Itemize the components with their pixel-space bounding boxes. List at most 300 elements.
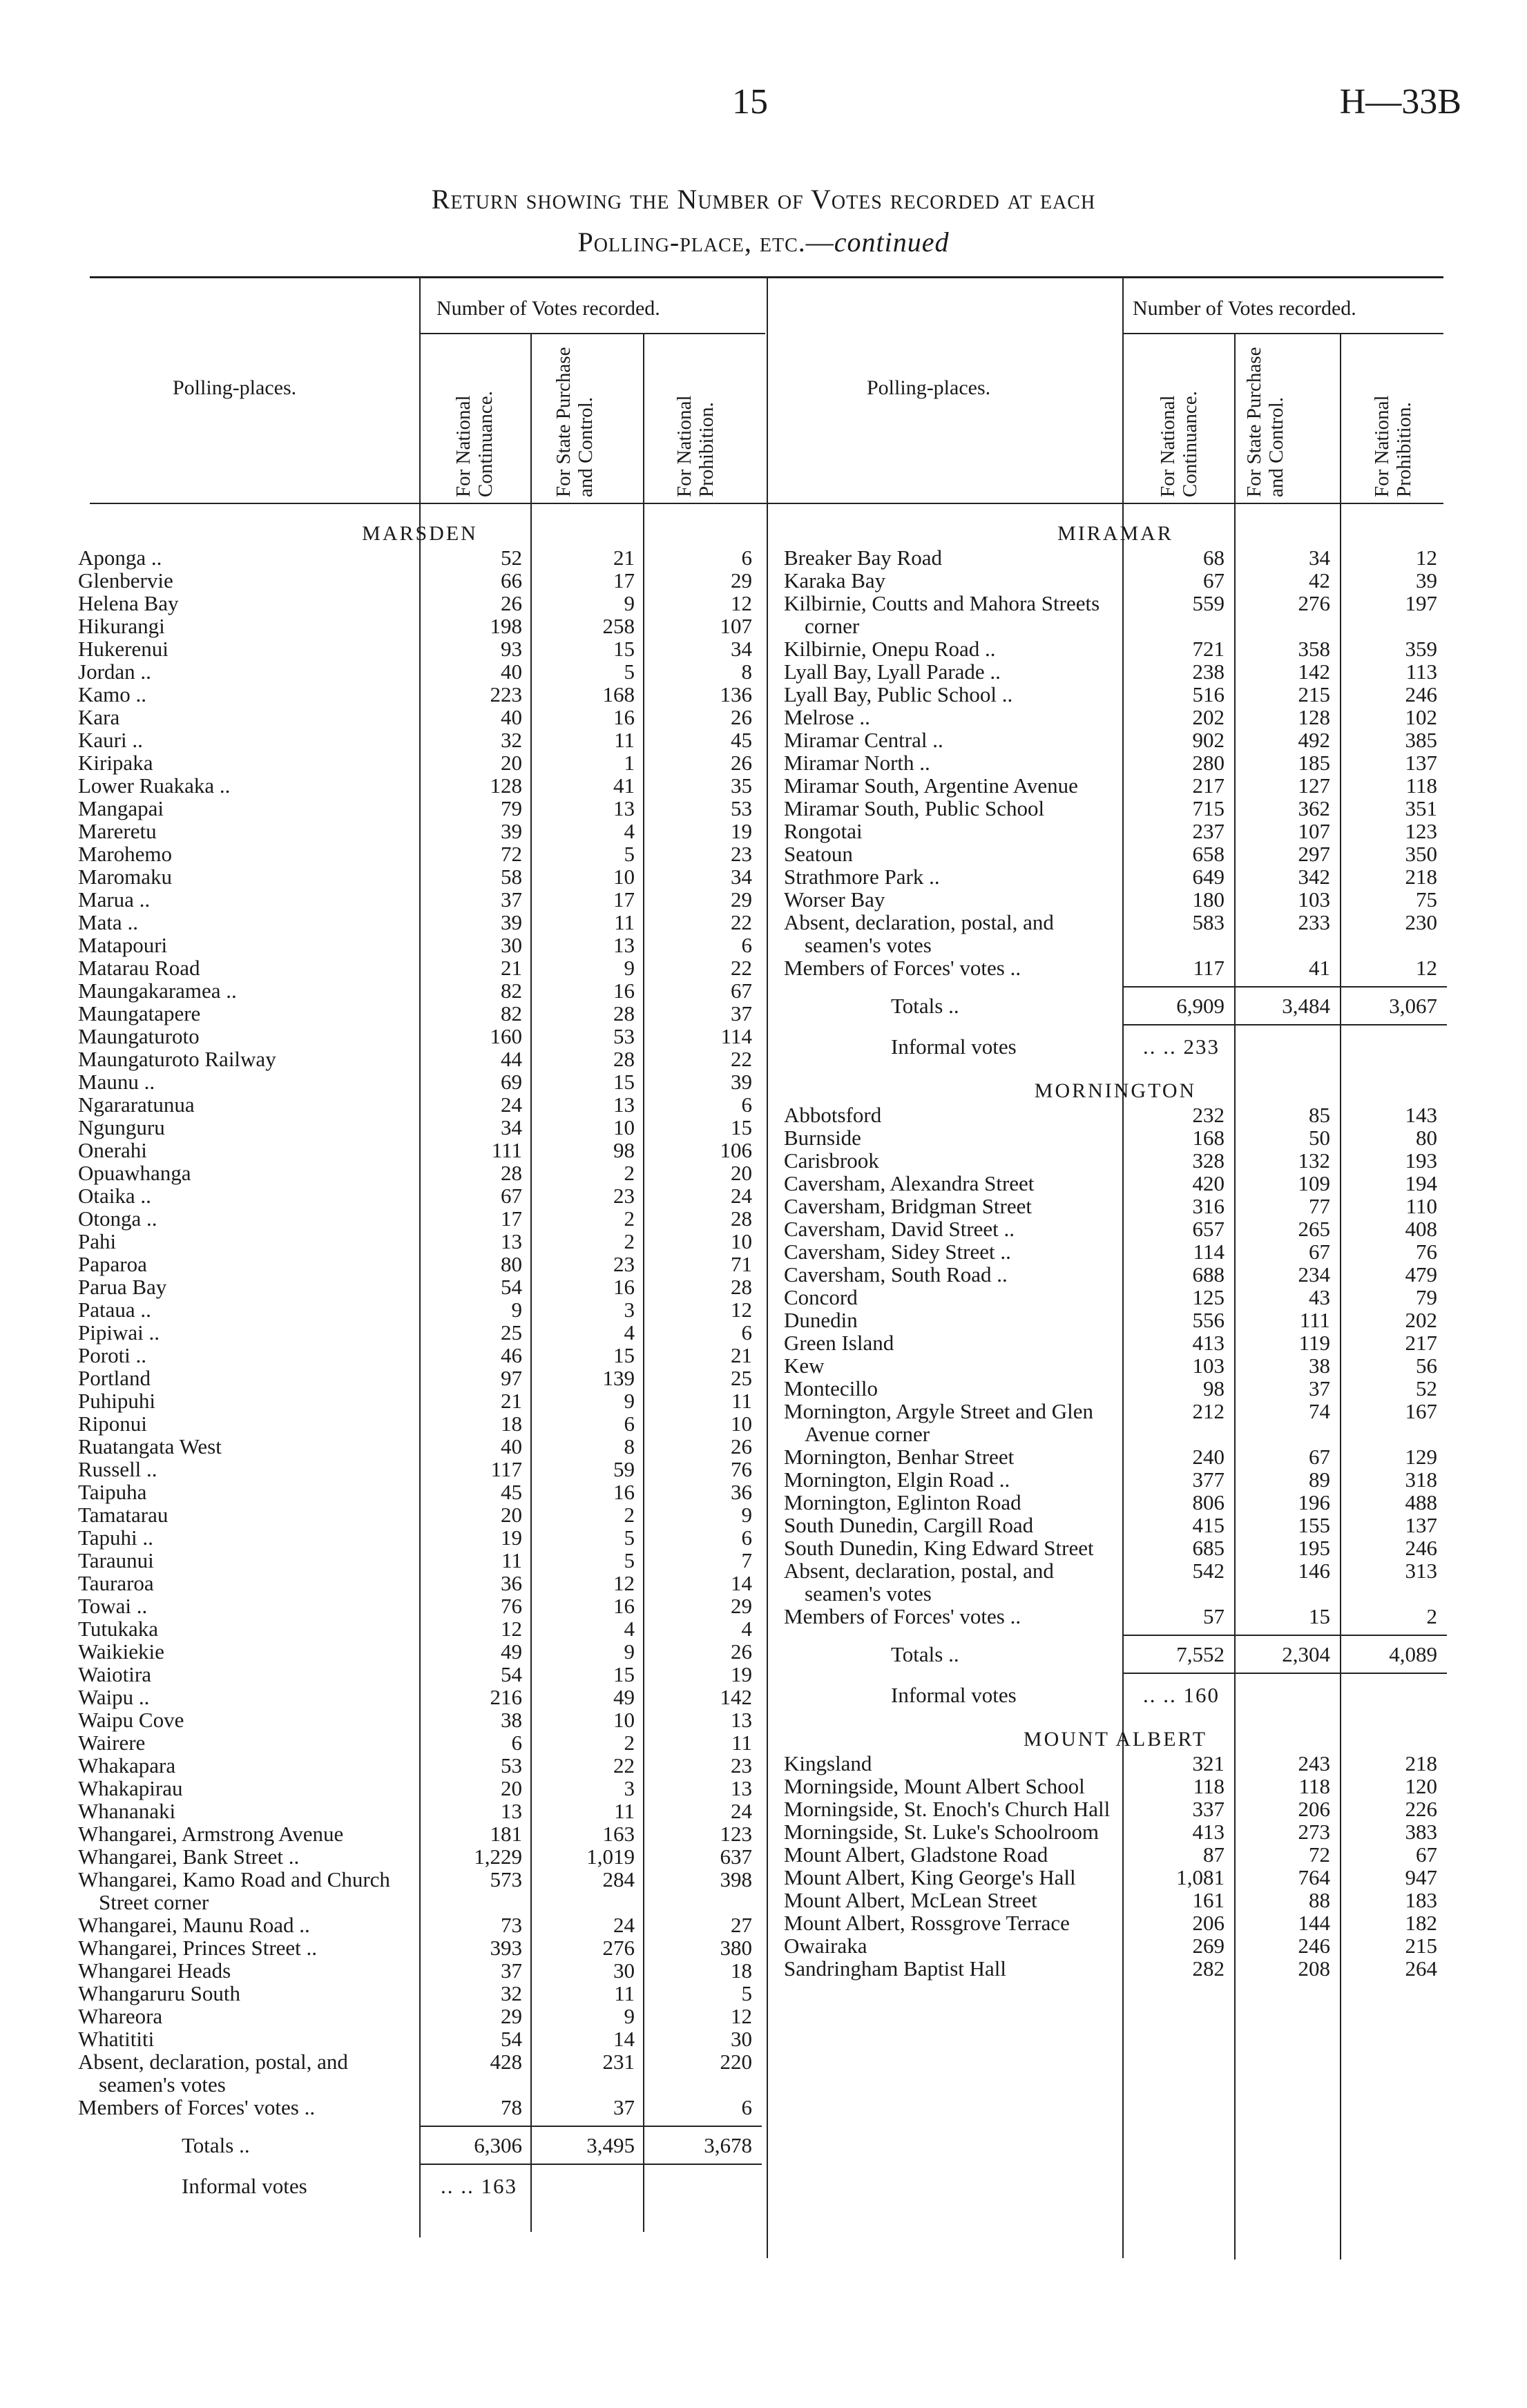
polling-places-header-left: Polling-places. xyxy=(173,376,297,399)
table-row xyxy=(784,660,1447,683)
votes-continuance: 413 xyxy=(1192,1820,1225,1844)
informal-votes-label: Informal votes xyxy=(891,1034,1017,1059)
section-title: MOUNT ALBERT xyxy=(1023,1728,1208,1751)
votes-prohibition: 246 xyxy=(1405,1536,1437,1560)
table-row xyxy=(78,774,762,797)
votes-continuance: 68 xyxy=(1203,546,1225,570)
polling-place-name: Taipuha xyxy=(78,1480,147,1504)
votes-prohibition: 137 xyxy=(1405,1513,1437,1537)
votes-prohibition: 408 xyxy=(1405,1217,1437,1241)
votes-prohibition: 25 xyxy=(731,1366,752,1390)
polling-place-name: Whatititi xyxy=(78,2027,155,2051)
votes-prohibition: 183 xyxy=(1405,1888,1437,1912)
votes-state-purchase: 5 xyxy=(624,842,635,866)
votes-state-purchase: 109 xyxy=(1298,1171,1330,1195)
votes-state-purchase: 3 xyxy=(624,1776,635,1800)
votes-state-purchase: 4 xyxy=(624,819,635,843)
polling-place-name: Members of Forces' votes .. xyxy=(784,1604,1021,1628)
votes-continuance: 415 xyxy=(1192,1513,1225,1537)
polling-place-name: Morningside, St. Luke's Schoolroom xyxy=(784,1820,1099,1844)
votes-prohibition: 14 xyxy=(731,1571,752,1595)
votes-state-purchase: 10 xyxy=(613,865,635,889)
votes-state-purchase: 2 xyxy=(624,1503,635,1527)
votes-continuance: 73 xyxy=(501,1913,522,1937)
title-line-1: Return showing the Number of Votes recorded at each xyxy=(431,184,1096,215)
votes-state-purchase: 30 xyxy=(613,1958,635,1983)
votes-continuance: 11 xyxy=(501,1548,522,1572)
votes-prohibition: 12 xyxy=(1416,956,1437,980)
polling-place-name: Sandringham Baptist Hall xyxy=(784,1956,1007,1981)
votes-state-purchase: 22 xyxy=(613,1753,635,1778)
votes-state-purchase: 111 xyxy=(1299,1308,1330,1332)
col-header-state-purchase-left: For State Purchase and Control. xyxy=(553,347,597,497)
votes-state-purchase: 8 xyxy=(624,1434,635,1458)
polling-place-name: Whangarei, Kamo Road and Church Street corner xyxy=(78,1867,390,1914)
votes-state-purchase: 5 xyxy=(624,1548,635,1572)
table-row xyxy=(78,1800,762,1822)
table-row xyxy=(784,1468,1447,1491)
votes-prohibition: 12 xyxy=(731,2004,752,2028)
polling-place-name: Caversham, Bridgman Street xyxy=(784,1194,1032,1218)
votes-prohibition: 11 xyxy=(731,1389,752,1413)
section-title: MIRAMAR xyxy=(1057,522,1173,545)
total-prohibition: 3,678 xyxy=(704,2133,752,2157)
polling-place-name: Pipiwai .. xyxy=(78,1320,160,1345)
polling-place-name: Kew xyxy=(784,1354,825,1378)
votes-state-purchase: 233 xyxy=(1298,910,1330,934)
polling-place-name: Matarau Road xyxy=(78,956,200,980)
votes-state-purchase: 139 xyxy=(602,1366,635,1390)
votes-prohibition: 120 xyxy=(1405,1774,1437,1798)
votes-prohibition: 123 xyxy=(720,1822,752,1846)
votes-prohibition: 28 xyxy=(731,1206,752,1231)
table-row xyxy=(784,1843,1447,1866)
votes-prohibition: 313 xyxy=(1405,1559,1437,1583)
votes-continuance: 321 xyxy=(1192,1751,1225,1775)
votes-continuance: 20 xyxy=(501,1503,522,1527)
polling-place-name: Burnside xyxy=(784,1126,861,1150)
table-row xyxy=(784,1820,1447,1843)
polling-place-name: Miramar South, Public School xyxy=(784,796,1045,820)
votes-state-purchase: 258 xyxy=(602,614,635,638)
votes-state-purchase: 59 xyxy=(613,1457,635,1481)
totals-row xyxy=(784,1636,1447,1673)
votes-continuance: 269 xyxy=(1192,1934,1225,1958)
votes-prohibition: 27 xyxy=(731,1913,752,1937)
informal-votes-label: Informal votes xyxy=(891,1683,1017,1707)
votes-continuance: 328 xyxy=(1192,1148,1225,1173)
table-row xyxy=(784,1934,1447,1957)
table-row xyxy=(784,1377,1447,1400)
totals-label: Totals .. xyxy=(182,2133,250,2157)
polling-place-name: Maunu .. xyxy=(78,1070,155,1094)
votes-prohibition: 167 xyxy=(1405,1399,1437,1423)
table-row xyxy=(784,1889,1447,1911)
votes-state-purchase: 358 xyxy=(1298,637,1330,661)
polling-place-name: Caversham, Alexandra Street xyxy=(784,1171,1035,1195)
polling-place-name: Wairere xyxy=(78,1731,146,1755)
table-row xyxy=(784,1104,1447,1126)
votes-prohibition: 218 xyxy=(1405,1751,1437,1775)
votes-state-purchase: 273 xyxy=(1298,1820,1330,1844)
polling-place-name: Mount Albert, Gladstone Road xyxy=(784,1842,1048,1867)
votes-prohibition: 76 xyxy=(731,1457,752,1481)
votes-continuance: 117 xyxy=(1193,956,1225,980)
votes-prohibition: 182 xyxy=(1405,1911,1437,1935)
votes-state-purchase: 21 xyxy=(613,546,635,570)
polling-place-name: Strathmore Park .. xyxy=(784,865,940,889)
votes-continuance: 76 xyxy=(501,1594,522,1618)
polling-place-name: Mount Albert, Rossgrove Terrace xyxy=(784,1911,1070,1935)
votes-continuance: 72 xyxy=(501,842,522,866)
votes-continuance: 37 xyxy=(501,1958,522,1983)
votes-prohibition: 12 xyxy=(731,1298,752,1322)
votes-prohibition: 24 xyxy=(731,1799,752,1823)
table-row xyxy=(78,797,762,820)
votes-continuance: 53 xyxy=(501,1753,522,1778)
votes-prohibition: 10 xyxy=(731,1229,752,1253)
votes-continuance: 24 xyxy=(501,1092,522,1117)
votes-state-purchase: 49 xyxy=(613,1685,635,1709)
votes-continuance: 20 xyxy=(501,1776,522,1800)
votes-prohibition: 197 xyxy=(1405,591,1437,615)
informal-votes-row xyxy=(784,1025,1447,1072)
votes-state-purchase: 41 xyxy=(613,773,635,798)
polling-place-name: Members of Forces' votes .. xyxy=(78,2095,316,2119)
table-row xyxy=(784,637,1447,660)
votes-prohibition: 30 xyxy=(731,2027,752,2051)
votes-state-purchase: 492 xyxy=(1298,728,1330,752)
polling-place-name: Kingsland xyxy=(784,1751,872,1775)
total-prohibition: 3,067 xyxy=(1389,994,1437,1018)
table-row xyxy=(784,1559,1447,1605)
votes-prohibition: 6 xyxy=(741,1092,752,1117)
votes-state-purchase: 2 xyxy=(624,1731,635,1755)
votes-state-purchase: 15 xyxy=(1309,1604,1330,1628)
votes-prohibition: 18 xyxy=(731,1958,752,1983)
table-row xyxy=(78,1868,762,1914)
votes-prohibition: 137 xyxy=(1405,751,1437,775)
votes-continuance: 1,229 xyxy=(474,1844,522,1869)
polling-place-name: Kamo .. xyxy=(78,682,147,706)
polling-place-name: Riponui xyxy=(78,1412,147,1436)
polling-place-name: Helena Bay xyxy=(78,591,179,615)
votes-continuance: 118 xyxy=(1193,1774,1225,1798)
left-votes-rule xyxy=(420,333,765,334)
polling-place-name: Tamatarau xyxy=(78,1503,169,1527)
number-of-votes-header-right: Number of Votes recorded. xyxy=(1133,297,1356,320)
votes-prohibition: 45 xyxy=(731,728,752,752)
votes-prohibition: 479 xyxy=(1405,1262,1437,1287)
table-row xyxy=(78,1002,762,1025)
polling-place-name: Abbotsford xyxy=(784,1103,882,1127)
votes-prohibition: 71 xyxy=(731,1252,752,1276)
page-title xyxy=(0,178,1527,264)
polling-place-name: South Dunedin, Cargill Road xyxy=(784,1513,1034,1537)
polling-place-name: Onerahi xyxy=(78,1138,147,1162)
votes-prohibition: 39 xyxy=(1416,568,1437,593)
polling-place-name: Owairaka xyxy=(784,1934,867,1958)
polling-place-name: Kara xyxy=(78,705,120,729)
votes-continuance: 114 xyxy=(1193,1240,1225,1264)
votes-state-purchase: 34 xyxy=(1309,546,1330,570)
polling-place-name: Concord xyxy=(784,1285,858,1309)
votes-prohibition: 264 xyxy=(1405,1956,1437,1981)
polling-place-name: Opuawhanga xyxy=(78,1161,191,1185)
table-row xyxy=(78,1936,762,1959)
table-row xyxy=(784,751,1447,774)
table-row xyxy=(78,2027,762,2050)
table-row xyxy=(784,1286,1447,1309)
votes-state-purchase: 127 xyxy=(1298,773,1330,798)
votes-prohibition: 23 xyxy=(731,842,752,866)
totals-gap xyxy=(784,1628,1447,1635)
col-header-continuance-right: For National Continuance. xyxy=(1157,391,1201,497)
votes-state-purchase: 14 xyxy=(613,2027,635,2051)
polling-place-name: Mangapai xyxy=(78,796,164,820)
polling-place-name: Seatoun xyxy=(784,842,853,866)
votes-continuance: 66 xyxy=(501,568,522,593)
table-row xyxy=(78,1116,762,1139)
polling-place-name: Mornington, Benhar Street xyxy=(784,1445,1015,1469)
table-row xyxy=(78,1253,762,1275)
votes-state-purchase: 208 xyxy=(1298,1956,1330,1981)
polling-place-name: Kiripaka xyxy=(78,751,153,775)
table-row xyxy=(78,2005,762,2027)
votes-prohibition: 230 xyxy=(1405,910,1437,934)
table-row xyxy=(78,1549,762,1572)
votes-prohibition: 56 xyxy=(1416,1354,1437,1378)
votes-continuance: 232 xyxy=(1192,1103,1225,1127)
table-row xyxy=(78,1640,762,1663)
votes-prohibition: 359 xyxy=(1405,637,1437,661)
polling-place-name: Whangarei, Princes Street .. xyxy=(78,1936,318,1960)
table-row xyxy=(784,706,1447,729)
votes-prohibition: 118 xyxy=(1405,773,1437,798)
votes-prohibition: 220 xyxy=(720,2050,752,2074)
votes-prohibition: 12 xyxy=(731,591,752,615)
votes-continuance: 18 xyxy=(501,1412,522,1436)
table-row xyxy=(78,1754,762,1777)
col-header-prohibition-right: For National Prohibition. xyxy=(1371,395,1415,497)
polling-place-name: Matapouri xyxy=(78,933,168,957)
votes-state-purchase: 37 xyxy=(1309,1376,1330,1400)
table-row xyxy=(78,1481,762,1503)
votes-prohibition: 8 xyxy=(741,659,752,684)
table-row xyxy=(78,546,762,569)
votes-prohibition: 202 xyxy=(1405,1308,1437,1332)
table-row xyxy=(784,956,1447,979)
votes-state-purchase: 9 xyxy=(624,1389,635,1413)
votes-state-purchase: 163 xyxy=(602,1822,635,1846)
votes-continuance: 80 xyxy=(501,1252,522,1276)
votes-state-purchase: 77 xyxy=(1309,1194,1330,1218)
votes-state-purchase: 16 xyxy=(613,1275,635,1299)
votes-continuance: 38 xyxy=(501,1708,522,1732)
votes-continuance: 128 xyxy=(490,773,522,798)
votes-state-purchase: 42 xyxy=(1309,568,1330,593)
votes-prohibition: 107 xyxy=(720,614,752,638)
votes-state-purchase: 146 xyxy=(1298,1559,1330,1583)
polling-place-name: Melrose .. xyxy=(784,705,870,729)
polling-place-name: Otonga .. xyxy=(78,1206,157,1231)
votes-prohibition: 34 xyxy=(731,865,752,889)
table-row xyxy=(784,1752,1447,1775)
polling-place-name: Absent, declaration, postal, and seamen's votes xyxy=(784,910,1054,957)
title-line-2 xyxy=(0,221,1527,264)
votes-prohibition: 80 xyxy=(1416,1126,1437,1150)
polling-place-name: Carisbrook xyxy=(784,1148,879,1173)
votes-prohibition: 13 xyxy=(731,1776,752,1800)
votes-continuance: 79 xyxy=(501,796,522,820)
votes-prohibition: 6 xyxy=(741,1525,752,1550)
votes-state-purchase: 297 xyxy=(1298,842,1330,866)
table-row xyxy=(78,1617,762,1640)
votes-continuance: 98 xyxy=(1203,1376,1225,1400)
votes-state-purchase: 9 xyxy=(624,2004,635,2028)
votes-prohibition: 318 xyxy=(1405,1467,1437,1492)
votes-prohibition: 114 xyxy=(720,1024,752,1048)
votes-state-purchase: 38 xyxy=(1309,1354,1330,1378)
polling-place-name: Mornington, Argyle Street and Glen Avenue corner xyxy=(784,1399,1094,1446)
votes-prohibition: 350 xyxy=(1405,842,1437,866)
table-row xyxy=(78,2096,762,2119)
table-row xyxy=(784,683,1447,706)
votes-state-purchase: 17 xyxy=(613,887,635,912)
table-row xyxy=(78,1503,762,1526)
table-row xyxy=(78,1686,762,1708)
page-number: 15 xyxy=(732,82,768,122)
polling-place-name: Kauri .. xyxy=(78,728,143,752)
table-row xyxy=(78,592,762,615)
votes-continuance: 559 xyxy=(1192,591,1225,615)
votes-prohibition: 113 xyxy=(1405,659,1437,684)
votes-prohibition: 6 xyxy=(741,1320,752,1345)
votes-continuance: 198 xyxy=(490,614,522,638)
votes-state-purchase: 11 xyxy=(614,1799,635,1823)
votes-prohibition: 11 xyxy=(731,1731,752,1755)
votes-prohibition: 4 xyxy=(741,1617,752,1641)
table-row xyxy=(784,1605,1447,1628)
votes-state-purchase: 231 xyxy=(602,2050,635,2074)
votes-state-purchase: 206 xyxy=(1298,1797,1330,1821)
votes-prohibition: 53 xyxy=(731,796,752,820)
votes-prohibition: 136 xyxy=(720,682,752,706)
table-row xyxy=(78,1731,762,1754)
votes-continuance: 240 xyxy=(1192,1445,1225,1469)
table-row xyxy=(78,934,762,956)
polling-place-name: Mount Albert, King George's Hall xyxy=(784,1865,1076,1889)
polling-place-name: Aponga .. xyxy=(78,546,162,570)
col-header-prohibition-left: For National Prohibition. xyxy=(673,395,718,497)
votes-state-purchase: 89 xyxy=(1309,1467,1330,1492)
votes-state-purchase: 144 xyxy=(1298,1911,1330,1935)
votes-continuance: 58 xyxy=(501,865,522,889)
votes-state-purchase: 15 xyxy=(613,1662,635,1686)
votes-state-purchase: 276 xyxy=(1298,591,1330,615)
table-row xyxy=(784,1911,1447,1934)
polling-place-name: Whananaki xyxy=(78,1799,176,1823)
votes-continuance: 6 xyxy=(511,1731,522,1755)
votes-continuance: 237 xyxy=(1192,819,1225,843)
votes-prohibition: 10 xyxy=(731,1412,752,1436)
votes-prohibition: 102 xyxy=(1405,705,1437,729)
table-row xyxy=(784,1537,1447,1559)
votes-state-purchase: 265 xyxy=(1298,1217,1330,1241)
table-row xyxy=(784,569,1447,592)
polling-place-name: Tapuhi .. xyxy=(78,1525,153,1550)
table-row xyxy=(784,1445,1447,1468)
votes-state-purchase: 74 xyxy=(1309,1399,1330,1423)
table-row xyxy=(78,1025,762,1048)
votes-continuance: 21 xyxy=(501,1389,522,1413)
votes-prohibition: 215 xyxy=(1405,1934,1437,1958)
votes-prohibition: 26 xyxy=(731,1639,752,1664)
polling-places-header-right: Polling-places. xyxy=(867,376,991,399)
table-row xyxy=(784,1331,1447,1354)
votes-state-purchase: 67 xyxy=(1309,1445,1330,1469)
table-row xyxy=(78,1412,762,1435)
table-row xyxy=(784,820,1447,842)
votes-state-purchase: 9 xyxy=(624,591,635,615)
polling-place-name: Whareora xyxy=(78,2004,163,2028)
votes-continuance: 212 xyxy=(1192,1399,1225,1423)
votes-state-purchase: 276 xyxy=(602,1936,635,1960)
polling-place-name: Whakapirau xyxy=(78,1776,183,1800)
votes-continuance: 223 xyxy=(490,682,522,706)
table-row xyxy=(78,1663,762,1686)
votes-prohibition: 385 xyxy=(1405,728,1437,752)
votes-prohibition: 217 xyxy=(1405,1331,1437,1355)
table-row xyxy=(78,1526,762,1549)
polling-place-name: Maungaturoto Railway xyxy=(78,1047,276,1071)
table-row xyxy=(78,1458,762,1481)
votes-prohibition: 380 xyxy=(720,1936,752,1960)
right-section-miramar xyxy=(784,521,1447,1072)
votes-state-purchase: 50 xyxy=(1309,1126,1330,1150)
votes-prohibition: 15 xyxy=(731,1115,752,1139)
polling-place-name: Morningside, Mount Albert School xyxy=(784,1774,1085,1798)
polling-place-name: Whangarei, Maunu Road .. xyxy=(78,1913,310,1937)
votes-continuance: 54 xyxy=(501,1275,522,1299)
votes-continuance: 238 xyxy=(1192,659,1225,684)
votes-continuance: 685 xyxy=(1192,1536,1225,1560)
table-row xyxy=(78,1048,762,1070)
polling-place-name: Tutukaka xyxy=(78,1617,158,1641)
votes-state-purchase: 1 xyxy=(624,751,635,775)
votes-continuance: 25 xyxy=(501,1320,522,1345)
votes-prohibition: 106 xyxy=(720,1138,752,1162)
table-row xyxy=(78,820,762,842)
table-row xyxy=(784,1195,1447,1217)
table-row xyxy=(784,797,1447,820)
total-continuance: 6,909 xyxy=(1176,994,1225,1018)
votes-prohibition: 34 xyxy=(731,637,752,661)
polling-place-name: Jordan .. xyxy=(78,659,151,684)
polling-place-name: Paparoa xyxy=(78,1252,147,1276)
votes-prohibition: 226 xyxy=(1405,1797,1437,1821)
table-row xyxy=(78,615,762,637)
votes-continuance: 34 xyxy=(501,1115,522,1139)
informal-votes-value: .. .. 160 xyxy=(1143,1683,1220,1707)
votes-state-purchase: 196 xyxy=(1298,1490,1330,1514)
votes-state-purchase: 10 xyxy=(613,1708,635,1732)
votes-state-purchase: 13 xyxy=(613,1092,635,1117)
right-section-mornington xyxy=(784,1079,1447,1720)
col-header-state-purchase-right: For State Purchase and Control. xyxy=(1243,347,1287,497)
table-row xyxy=(784,842,1447,865)
votes-prohibition: 142 xyxy=(720,1685,752,1709)
